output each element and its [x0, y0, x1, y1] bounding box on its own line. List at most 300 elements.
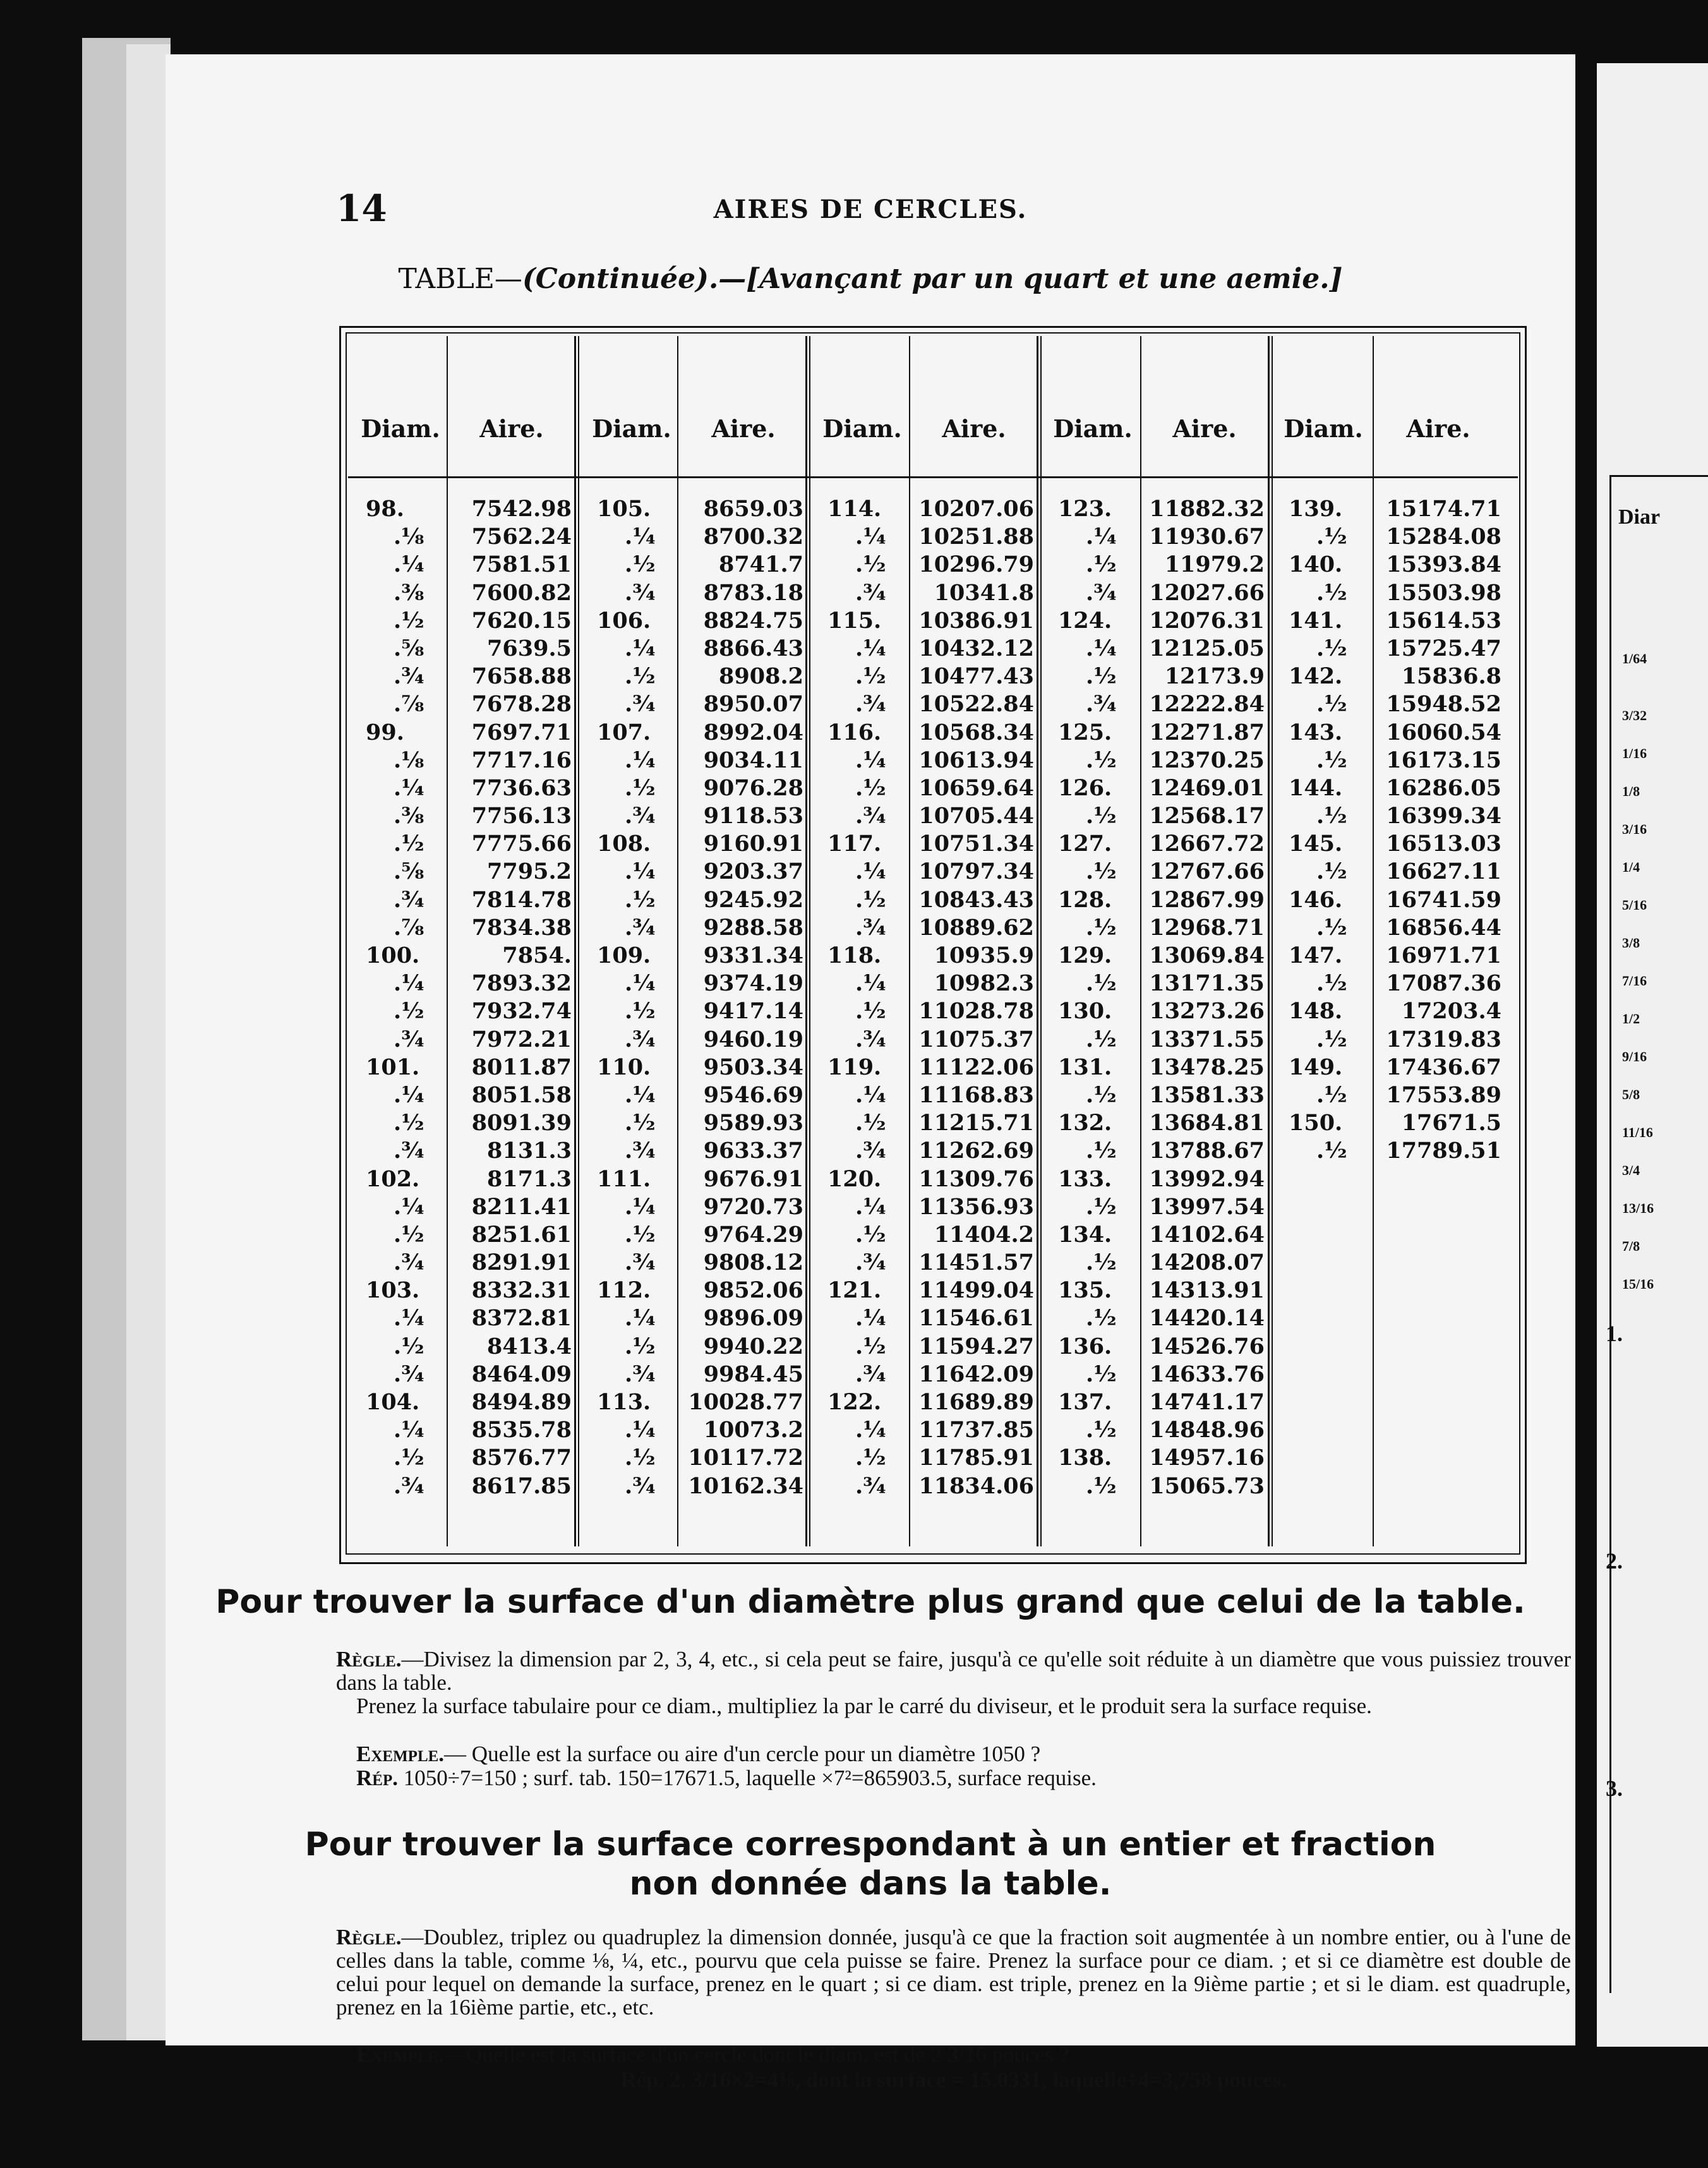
aire-cell: 8211.41 — [471, 1193, 572, 1220]
aire-cell: 8908.2 — [719, 663, 803, 690]
diam-cell: 126. — [1058, 774, 1112, 801]
section2-rule-label: Règle. — [336, 1925, 402, 1949]
diam-cell: 101. — [366, 1054, 420, 1080]
aire-cell: 9203.37 — [703, 858, 803, 885]
diam-cell: .¼ — [394, 774, 424, 801]
diam-cell: .¾ — [855, 803, 886, 829]
diam-cell: 112. — [597, 1277, 651, 1304]
adjacent-fragment: 3/8 — [1622, 935, 1640, 951]
diam-cell: .½ — [1086, 1417, 1117, 1443]
adjacent-fragment: 9/16 — [1622, 1049, 1647, 1064]
aire-cell: 10613.94 — [918, 747, 1034, 773]
aire-cell: 14633.76 — [1149, 1361, 1265, 1387]
aire-cell: 7542.98 — [471, 496, 572, 522]
col-header-diam: Diam. — [592, 414, 671, 443]
diam-column — [1053, 495, 1141, 1500]
adjacent-fragment: 3/4 — [1622, 1162, 1640, 1178]
aire-cell: 10432.12 — [918, 635, 1034, 661]
adjacent-fragment: 3/32 — [1622, 708, 1647, 723]
section2-answer — [336, 2068, 1571, 2092]
diam-cell: .¼ — [625, 1193, 656, 1220]
aire-cell: 9764.29 — [703, 1221, 803, 1248]
diam-cell: .½ — [1316, 1026, 1347, 1052]
adjacent-fragment: 15/16 — [1622, 1276, 1654, 1292]
aire-cell: 9852.06 — [703, 1277, 803, 1304]
aire-cell: 12667.72 — [1149, 831, 1265, 857]
aire-cell: 17553.89 — [1386, 1081, 1501, 1108]
column-rule — [1037, 336, 1038, 1546]
diam-cell: .¼ — [855, 635, 886, 661]
diam-cell: 142. — [1289, 663, 1343, 690]
diam-cell: .½ — [1086, 1472, 1117, 1499]
diam-cell: 119. — [827, 1054, 882, 1080]
diam-cell: .¾ — [625, 1472, 656, 1499]
aire-cell: 11834.06 — [918, 1472, 1034, 1499]
diam-cell: .½ — [394, 1333, 424, 1359]
diam-cell: 143. — [1289, 719, 1343, 745]
aire-cell: 15284.08 — [1386, 524, 1501, 550]
aire-cell: 9374.19 — [703, 970, 803, 997]
aire-cell: 15725.47 — [1386, 635, 1501, 661]
diam-cell: 100. — [366, 942, 420, 968]
diam-cell: .½ — [1086, 1305, 1117, 1332]
aire-cell: 7600.82 — [471, 579, 572, 606]
adjacent-fragment: 3. — [1606, 1776, 1623, 1801]
aire-cell: 14848.96 — [1149, 1417, 1265, 1443]
aire-cell: 14313.91 — [1149, 1277, 1265, 1304]
section2-example-label: Exemple. — [356, 2042, 445, 2067]
adjacent-fragment: 3/16 — [1622, 821, 1647, 837]
diam-cell: .½ — [855, 1333, 886, 1359]
diam-cell: .¼ — [855, 524, 886, 550]
adjacent-fragment: 13/16 — [1622, 1200, 1654, 1216]
adjacent-fragment: 5/8 — [1622, 1087, 1640, 1102]
diam-cell: 149. — [1289, 1054, 1343, 1080]
diam-cell: .¾ — [855, 691, 886, 718]
section1-rule-label: Règle. — [336, 1647, 402, 1671]
adjacent-fragment: 11/16 — [1622, 1124, 1653, 1140]
column-rule — [805, 336, 807, 1546]
diam-cell: .¼ — [625, 635, 656, 661]
diam-cell: .½ — [1316, 1138, 1347, 1164]
diam-cell: 115. — [827, 607, 882, 634]
aire-cell: 13997.54 — [1149, 1193, 1265, 1220]
aire-cell: 8992.04 — [703, 719, 803, 745]
diam-cell: .½ — [394, 1110, 424, 1136]
diam-cell: .½ — [394, 607, 424, 634]
diam-cell: 103. — [366, 1277, 420, 1304]
aire-cell: 8131.3 — [487, 1138, 572, 1164]
section2-answer-text: Rép. 2. 3/16×2=4⅜, dont la surface = 15.0331, laquelle÷4=3,758 pouces. — [620, 2068, 1287, 2092]
aire-cell: 9076.28 — [703, 774, 803, 801]
table-title-prefix: TABLE— — [398, 263, 522, 295]
diam-cell: 108. — [597, 831, 651, 857]
aire-cell: 11546.61 — [918, 1305, 1034, 1332]
diam-cell: 128. — [1058, 886, 1112, 913]
diam-cell: .¼ — [394, 1417, 424, 1443]
aire-column — [1145, 495, 1265, 1500]
aire-cell: 11122.06 — [918, 1054, 1034, 1080]
aire-cell: 9896.09 — [703, 1305, 803, 1332]
diam-cell: .½ — [1086, 1193, 1117, 1220]
aire-cell: 11930.67 — [1149, 524, 1265, 550]
aire-cell: 12767.66 — [1149, 858, 1265, 885]
diam-cell: 110. — [597, 1054, 651, 1080]
adjacent-table-frame — [1609, 475, 1708, 1993]
section2-heading-line2: non donnée dans la table. — [629, 1865, 1112, 1903]
diam-cell: .½ — [1086, 1250, 1117, 1276]
col-header-diam: Diam. — [822, 414, 902, 443]
diam-cell: .¼ — [625, 1081, 656, 1108]
col-header-aire: Aire. — [1172, 414, 1237, 443]
diam-cell: .¼ — [394, 551, 424, 578]
diam-cell: .½ — [625, 886, 656, 913]
diam-cell: 102. — [366, 1165, 420, 1192]
aire-cell: 11028.78 — [918, 998, 1034, 1025]
aire-cell: 9940.22 — [703, 1333, 803, 1359]
aire-cell: 9160.91 — [703, 831, 803, 857]
column-rule — [578, 336, 579, 1546]
adjacent-fragment: 7/8 — [1622, 1238, 1640, 1254]
aire-cell: 7775.66 — [471, 831, 572, 857]
diam-cell: .½ — [855, 663, 886, 690]
diam-cell: .¼ — [394, 1081, 424, 1108]
aire-cell: 10477.43 — [918, 663, 1034, 690]
diam-cell: .½ — [625, 774, 656, 801]
aire-cell: 9984.45 — [703, 1361, 803, 1387]
section1-answer-text: 1050÷7=150 ; surf. tab. 150=17671.5, laquelle ×7²=865903.5, surface requise. — [403, 1766, 1097, 1790]
diam-cell: 106. — [597, 607, 651, 634]
diam-cell: .½ — [855, 1221, 886, 1248]
diam-cell: .½ — [855, 551, 886, 578]
aire-cell: 17436.67 — [1386, 1054, 1501, 1080]
diam-cell: .¼ — [394, 970, 424, 997]
diam-cell: 120. — [827, 1165, 882, 1192]
aire-cell: 15065.73 — [1149, 1472, 1265, 1499]
adjacent-header: Diar — [1618, 505, 1661, 529]
diam-cell: .½ — [1086, 858, 1117, 885]
aire-cell: 11785.91 — [918, 1445, 1034, 1471]
diam-cell: .¼ — [625, 1417, 656, 1443]
section1-rule-text2: Prenez la surface tabulaire pour ce diam., multipliez la par le carré du diviseur, et le produit sera la surface requise. — [356, 1694, 1372, 1718]
aire-cell: 7756.13 — [471, 803, 572, 829]
aire-cell: 10568.34 — [918, 719, 1034, 745]
diam-cell: .¾ — [855, 1361, 886, 1387]
diam-cell: .½ — [1316, 858, 1347, 885]
aire-cell: 8659.03 — [703, 496, 803, 522]
column-rule — [574, 336, 576, 1546]
aire-cell: 9720.73 — [703, 1193, 803, 1220]
aire-column — [452, 495, 572, 1500]
diam-cell: .¾ — [394, 1138, 424, 1164]
aire-cell: 12867.99 — [1149, 886, 1265, 913]
diam-cell: .½ — [1316, 914, 1347, 941]
adjacent-fragment: 5/16 — [1622, 897, 1647, 913]
diam-cell: .¾ — [625, 579, 656, 606]
diam-cell: .¼ — [625, 524, 656, 550]
diam-cell: .¼ — [855, 1417, 886, 1443]
diam-cell: .¾ — [1086, 579, 1117, 606]
section2-rule — [336, 1925, 1571, 2019]
aire-cell: 14957.16 — [1149, 1445, 1265, 1471]
diam-cell: .½ — [625, 1333, 656, 1359]
areas-table — [339, 326, 1527, 1564]
diam-cell: .¾ — [855, 579, 886, 606]
aire-cell: 9460.19 — [703, 1026, 803, 1052]
aire-cell: 11499.04 — [918, 1277, 1034, 1304]
diam-cell: 123. — [1058, 496, 1112, 522]
diam-cell: 131. — [1058, 1054, 1112, 1080]
diam-cell: .½ — [855, 774, 886, 801]
aire-cell: 12076.31 — [1149, 607, 1265, 634]
diam-cell: .¼ — [625, 1305, 656, 1332]
aire-cell: 12370.25 — [1149, 747, 1265, 773]
aire-cell: 17789.51 — [1386, 1138, 1501, 1164]
diam-cell: .½ — [1086, 1081, 1117, 1108]
diam-cell: .¾ — [855, 1138, 886, 1164]
section1-rule — [336, 1647, 1571, 1694]
aire-cell: 11594.27 — [918, 1333, 1034, 1359]
diam-cell: .½ — [855, 886, 886, 913]
aire-cell: 7736.63 — [471, 774, 572, 801]
aire-cell: 10207.06 — [918, 496, 1034, 522]
table-title-suffix: —[Avançant par un quart et une aemie.] — [718, 263, 1343, 295]
diam-cell: .¾ — [855, 1250, 886, 1276]
adjacent-fragment: 1/2 — [1622, 1011, 1640, 1027]
diam-cell: 145. — [1289, 831, 1343, 857]
aire-cell: 7972.21 — [471, 1026, 572, 1052]
aire-cell: 13478.25 — [1149, 1054, 1265, 1080]
book-page — [165, 54, 1575, 2092]
aire-cell: 11404.2 — [934, 1221, 1034, 1248]
adjacent-fragment: 1/16 — [1622, 745, 1647, 761]
aire-cell: 8783.18 — [703, 579, 803, 606]
aire-cell: 14741.17 — [1149, 1389, 1265, 1415]
col-header-aire: Aire. — [479, 414, 544, 443]
aire-cell: 17087.36 — [1386, 970, 1501, 997]
aire-cell: 10162.34 — [688, 1472, 803, 1499]
aire-cell: 9417.14 — [703, 998, 803, 1025]
section1-example-label: Exemple. — [356, 1742, 445, 1766]
diam-cell: .⅝ — [394, 635, 424, 661]
diam-cell: .½ — [1316, 747, 1347, 773]
aire-cell: 9118.53 — [703, 803, 803, 829]
adjacent-page — [1597, 63, 1708, 2047]
diam-cell: .¼ — [855, 1305, 886, 1332]
diam-cell: 141. — [1289, 607, 1343, 634]
diam-cell: 127. — [1058, 831, 1112, 857]
diam-cell: 105. — [597, 496, 651, 522]
adjacent-fragment: 7/16 — [1622, 973, 1647, 989]
aire-cell: 7893.32 — [471, 970, 572, 997]
diam-cell: 139. — [1289, 496, 1343, 522]
aire-cell: 7639.5 — [487, 635, 572, 661]
page-edge-stack-inner — [126, 44, 171, 2040]
aire-cell: 14526.76 — [1149, 1333, 1265, 1359]
diam-cell: .¾ — [394, 886, 424, 913]
aire-cell: 10296.79 — [918, 551, 1034, 578]
diam-cell: .¾ — [625, 691, 656, 718]
diam-cell: 135. — [1058, 1277, 1112, 1304]
aire-cell: 13069.84 — [1149, 942, 1265, 968]
section2-example-text: —Quelle est la surface d'un cercle dont le diam. est de 2 3/16 pouces ? — [444, 2042, 1069, 2067]
aire-cell: 7620.15 — [471, 607, 572, 634]
aire-cell: 7834.38 — [471, 914, 572, 941]
diam-cell: .½ — [1316, 524, 1347, 550]
aire-cell: 15948.52 — [1386, 691, 1501, 718]
aire-cell: 16513.03 — [1386, 831, 1501, 857]
diam-cell: .¾ — [394, 1250, 424, 1276]
diam-cell: .¾ — [394, 663, 424, 690]
aire-cell: 17203.4 — [1401, 998, 1501, 1025]
diam-cell: .½ — [1086, 663, 1117, 690]
aire-cell: 9589.93 — [703, 1110, 803, 1136]
aire-cell: 10251.88 — [918, 524, 1034, 550]
aire-cell: 10028.77 — [688, 1389, 803, 1415]
diam-cell: .¾ — [625, 803, 656, 829]
header-rule — [348, 476, 1518, 478]
aire-cell: 8617.85 — [471, 1472, 572, 1499]
aire-cell: 11979.2 — [1164, 551, 1265, 578]
diam-cell: 114. — [827, 496, 882, 522]
diam-cell: 148. — [1289, 998, 1343, 1025]
section1-heading: Pour trouver la surface d'un diamètre plus grand que celui de la table. — [215, 1583, 1525, 1621]
aire-cell: 14208.07 — [1149, 1250, 1265, 1276]
diam-cell: .¾ — [625, 1026, 656, 1052]
diam-cell: .¼ — [625, 970, 656, 997]
aire-cell: 11689.89 — [918, 1389, 1034, 1415]
aire-cell: 12173.9 — [1164, 663, 1265, 690]
diam-cell: 99. — [366, 719, 404, 745]
aire-cell: 7795.2 — [487, 858, 572, 885]
diam-cell: 140. — [1289, 551, 1343, 578]
diam-cell: .¾ — [855, 1026, 886, 1052]
col-header-diam: Diam. — [361, 414, 440, 443]
aire-cell: 7658.88 — [471, 663, 572, 690]
aire-cell: 9245.92 — [703, 886, 803, 913]
diam-cell: .¾ — [855, 914, 886, 941]
aire-cell: 8372.81 — [471, 1305, 572, 1332]
aire-cell: 9331.34 — [703, 942, 803, 968]
diam-cell: .¼ — [855, 1193, 886, 1220]
diam-cell: .¾ — [625, 1250, 656, 1276]
diam-cell: .⅜ — [394, 803, 424, 829]
aire-cell: 11451.57 — [918, 1250, 1034, 1276]
aire-cell: 14420.14 — [1149, 1305, 1265, 1332]
aire-cell: 11309.76 — [918, 1165, 1034, 1192]
aire-cell: 9546.69 — [703, 1081, 803, 1108]
aire-cell: 10982.3 — [934, 970, 1034, 997]
aire-cell: 10751.34 — [918, 831, 1034, 857]
aire-cell: 16060.54 — [1386, 719, 1501, 745]
aire-cell: 8494.89 — [471, 1389, 572, 1415]
diam-cell: .½ — [1086, 551, 1117, 578]
aire-cell: 15174.71 — [1386, 496, 1501, 522]
aire-cell: 7814.78 — [471, 886, 572, 913]
diam-cell: 122. — [827, 1389, 882, 1415]
diam-cell: .½ — [855, 1445, 886, 1471]
diam-column — [592, 495, 680, 1500]
diam-cell: .½ — [394, 831, 424, 857]
diam-cell: .⅞ — [394, 691, 424, 718]
diam-column — [822, 495, 911, 1500]
adjacent-fragment: 1. — [1606, 1321, 1623, 1346]
adjacent-fragment: 2. — [1606, 1548, 1623, 1574]
aire-cell: 8866.43 — [703, 635, 803, 661]
aire-cell: 10659.64 — [918, 774, 1034, 801]
aire-cell: 9034.11 — [703, 747, 803, 773]
diam-cell: .¾ — [855, 1472, 886, 1499]
diam-cell: .⅞ — [394, 914, 424, 941]
aire-cell: 15393.84 — [1386, 551, 1501, 578]
aire-cell: 7697.71 — [471, 719, 572, 745]
diam-cell: .¼ — [1086, 524, 1117, 550]
diam-cell: .¾ — [394, 1361, 424, 1387]
aire-cell: 11356.93 — [918, 1193, 1034, 1220]
aire-cell: 8413.4 — [487, 1333, 572, 1359]
adjacent-fragment: 1/64 — [1622, 651, 1647, 666]
aire-cell: 10386.91 — [918, 607, 1034, 634]
diam-cell: .¾ — [394, 1026, 424, 1052]
diam-cell: 124. — [1058, 607, 1112, 634]
aire-cell: 8535.78 — [471, 1417, 572, 1443]
col-header-aire: Aire. — [1406, 414, 1470, 443]
diam-cell: 98. — [366, 496, 404, 522]
diam-cell: .½ — [855, 1110, 886, 1136]
aire-cell: 16286.05 — [1386, 774, 1501, 801]
diam-cell: 136. — [1058, 1333, 1112, 1359]
aire-cell: 8464.09 — [471, 1361, 572, 1387]
diam-cell: 111. — [597, 1165, 651, 1192]
aire-cell: 10117.72 — [688, 1445, 803, 1471]
aire-cell: 11882.32 — [1149, 496, 1265, 522]
table-title — [165, 263, 1575, 295]
section1-rule2 — [336, 1694, 1571, 1718]
diam-cell: 125. — [1058, 719, 1112, 745]
aire-cell: 9633.37 — [703, 1138, 803, 1164]
diam-cell: .½ — [1316, 1081, 1347, 1108]
aire-cell: 8051.58 — [471, 1081, 572, 1108]
diam-cell: 121. — [827, 1277, 882, 1304]
adjacent-fragment: 1/4 — [1622, 859, 1640, 875]
aire-cell: 13788.67 — [1149, 1138, 1265, 1164]
diam-cell: .¼ — [855, 1081, 886, 1108]
section1-example — [336, 1742, 1571, 1766]
aire-cell: 12125.05 — [1149, 635, 1265, 661]
diam-cell: .½ — [1086, 914, 1117, 941]
diam-cell: .⅛ — [394, 524, 424, 550]
aire-cell: 9676.91 — [703, 1165, 803, 1192]
diam-cell: .½ — [1086, 747, 1117, 773]
diam-cell: 138. — [1058, 1445, 1112, 1471]
aire-cell: 14102.64 — [1149, 1221, 1265, 1248]
aire-cell: 13684.81 — [1149, 1110, 1265, 1136]
aire-cell: 10797.34 — [918, 858, 1034, 885]
diam-cell: .½ — [625, 551, 656, 578]
diam-cell: .¼ — [394, 1305, 424, 1332]
aire-cell: 10889.62 — [918, 914, 1034, 941]
aire-cell: 8251.61 — [471, 1221, 572, 1248]
aire-cell: 16399.34 — [1386, 803, 1501, 829]
diam-cell: .½ — [394, 1445, 424, 1471]
diam-cell: .¾ — [625, 1361, 656, 1387]
aire-cell: 16741.59 — [1386, 886, 1501, 913]
diam-column — [1284, 495, 1372, 1165]
aire-cell: 10843.43 — [918, 886, 1034, 913]
diam-cell: 109. — [597, 942, 651, 968]
aire-cell: 10073.2 — [703, 1417, 803, 1443]
aire-cell: 15503.98 — [1386, 579, 1501, 606]
